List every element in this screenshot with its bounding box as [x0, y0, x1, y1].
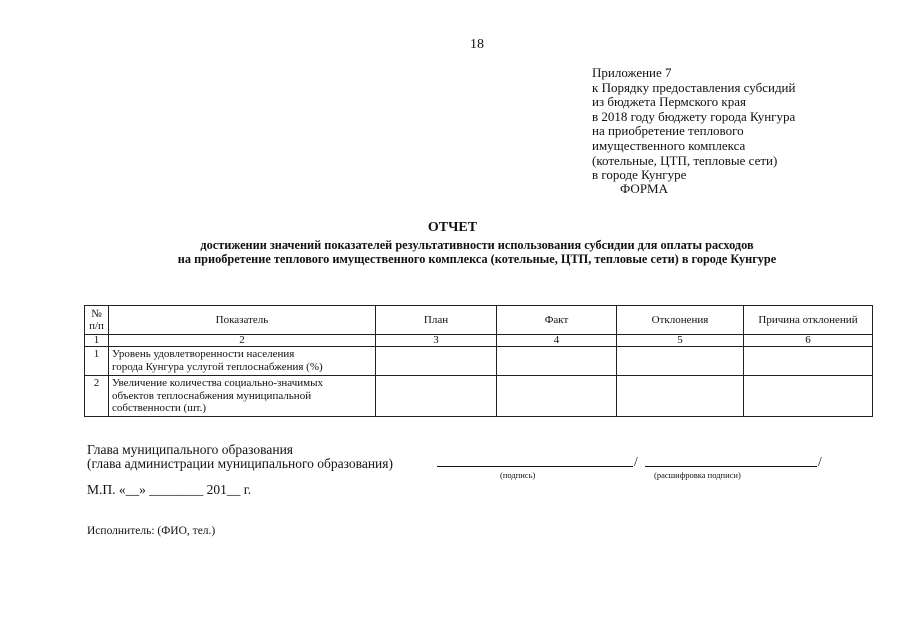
appendix-line: к Порядку предоставления субсидий [592, 79, 796, 95]
row-fact-cell[interactable] [497, 347, 617, 376]
row-indicator [109, 347, 376, 376]
column-number: 2 [109, 335, 376, 347]
appendix-line: из бюджета Пермского края [592, 94, 747, 110]
seal-date-line: М.П. «__» ________ 201__ г. [87, 482, 252, 497]
row-indicator [109, 376, 376, 417]
column-number: 5 [617, 335, 744, 347]
appendix-line: (котельные, ЦТП, тепловые сети) [592, 152, 778, 168]
header-deviation: Отклонения [617, 306, 744, 335]
appendix-line: в городе Кунгуре [592, 167, 687, 183]
indicator-line: города Кунгура услугой теплоснабжения (%) [112, 360, 323, 373]
row-reason-cell[interactable] [744, 347, 873, 376]
column-number-row [85, 335, 873, 347]
row-deviation-cell[interactable] [617, 347, 744, 376]
report-title: ОТЧЕТ [427, 220, 478, 235]
table-row [85, 376, 873, 417]
signature-title: Глава муниципального образования [87, 442, 294, 457]
appendix-line: в 2018 году бюджету города Кунгура [592, 108, 796, 124]
row-plan-cell[interactable] [376, 347, 497, 376]
header-reason: Причина отклонений [744, 306, 873, 335]
signature-decode-caption: (расшифровка подписи) [654, 470, 741, 480]
appendix-line: Приложение 7 [592, 65, 672, 80]
table-row [85, 347, 873, 376]
executor-line: Исполнитель: (ФИО, тел.) [87, 525, 216, 537]
appendix-line: имущественного комплекса [592, 137, 746, 153]
row-fact-cell[interactable] [497, 376, 617, 417]
indicator-line: Увеличение количества социально-значимых [112, 377, 323, 389]
indicator-line: объектов теплоснабжения муниципальной [112, 389, 312, 402]
column-number: 3 [376, 335, 497, 347]
header-num-line1: № [91, 308, 102, 320]
signature-subtitle: (глава администрации муниципального образования) [87, 456, 393, 471]
indicators-table [84, 305, 873, 417]
signature-slash: / [818, 454, 822, 469]
table-header-row [85, 306, 873, 335]
column-number: 1 [85, 335, 109, 347]
page-number: 18 [470, 37, 484, 52]
header-plan: План [376, 306, 497, 335]
header-num-line2: п/п [89, 320, 104, 332]
signature-line[interactable] [437, 466, 633, 467]
row-reason-cell[interactable] [744, 376, 873, 417]
report-subtitle-line2: на приобретение теплового имущественного комплекса (котельные, ЦТП, тепловые сети) в городе Кунгуре [177, 252, 777, 266]
appendix-block [592, 66, 795, 183]
signature-decode-line[interactable] [645, 466, 817, 467]
signature-caption: (подпись) [500, 470, 536, 480]
header-indicator: Показатель [109, 306, 376, 335]
form-label: ФОРМА [620, 181, 668, 196]
column-number: 4 [497, 335, 617, 347]
row-num: 1 [85, 347, 109, 376]
header-num [85, 306, 109, 335]
signature-slash: / [634, 454, 638, 469]
row-plan-cell[interactable] [376, 376, 497, 417]
report-subtitle-line1: достижении значений показателей результативности использования субсидии для оплаты расходов [200, 238, 754, 252]
indicator-line: Уровень удовлетворенности населения [112, 348, 295, 360]
row-num: 2 [85, 376, 109, 417]
column-number: 6 [744, 335, 873, 347]
indicator-line: собственности (шт.) [112, 402, 207, 414]
row-deviation-cell[interactable] [617, 376, 744, 417]
appendix-line: на приобретение теплового [592, 123, 744, 139]
header-fact: Факт [497, 306, 617, 335]
